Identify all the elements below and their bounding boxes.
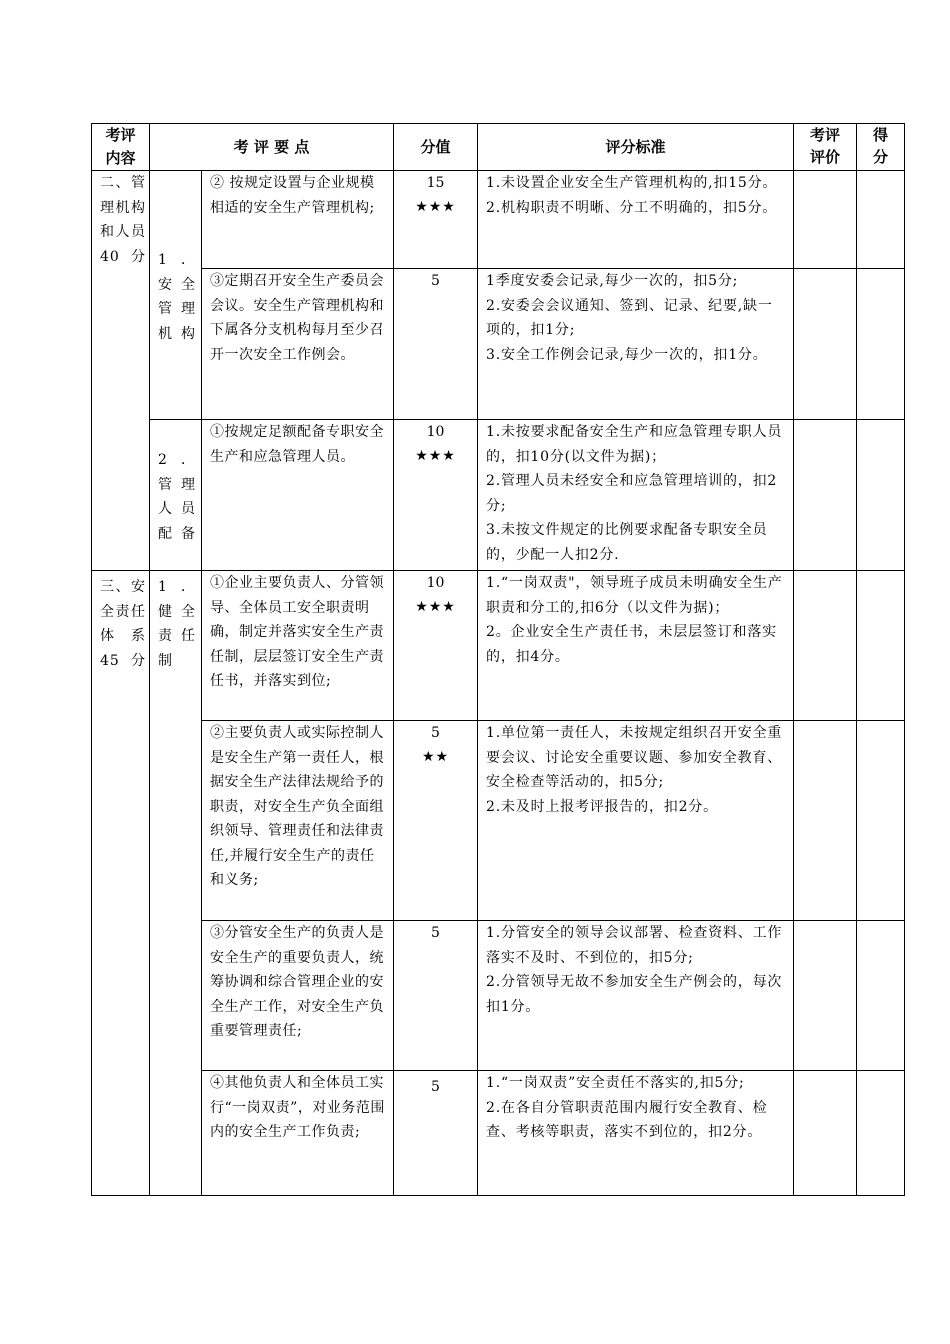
result-cell[interactable]: [857, 269, 905, 420]
score-cell: [394, 1071, 478, 1196]
evaluation-cell[interactable]: [794, 921, 857, 1071]
point-cell: ①企业主要负责人、分管领导、全体员工安全职责明确，制定并落实安全生产责任制，层层签订安全生产责任书，并落实到位;: [202, 571, 394, 721]
scoring-table: [91, 123, 905, 1196]
header-evaluation: 考评评价: [794, 124, 857, 171]
importance-stars: ★★★: [415, 198, 456, 215]
result-cell[interactable]: [857, 571, 905, 721]
criteria-line: 2.未及时上报考评报告的，扣2分。: [486, 798, 718, 815]
table-row: [92, 1071, 905, 1196]
criteria-line: 1.未设置企业安全生产管理机构的,扣15分。: [486, 175, 778, 191]
criteria-line: 1.分管安全的领导会议部署、检查资料、工作落实不及时、不到位的，扣5分;: [486, 925, 783, 966]
criteria-cell: [478, 921, 794, 1071]
score-cell: [394, 721, 478, 921]
point-cell: ①按规定足额配备专职安全生产和应急管理人员。: [202, 420, 394, 571]
score-cell: [394, 269, 478, 420]
criteria-line: 1季度安委会记录,每少一次的，扣5分;: [486, 273, 739, 289]
score-cell: [394, 171, 478, 269]
criteria-line: 2.在各自分管职责范围内履行安全教育、检查、考核等职责，落实不到位的，扣2分。: [486, 1099, 768, 1140]
subsection-label: 1．安全管理机构: [158, 252, 196, 342]
criteria-cell: [478, 269, 794, 420]
criteria-line: 1.“一岗双责"，领导班子成员未明确安全生产职责和分工的,扣6分（以文件为据)；: [486, 575, 783, 616]
evaluation-cell[interactable]: [794, 171, 857, 269]
point-cell: ③分管安全生产的负责人是安全生产的重要负责人，统筹协调和综合管理企业的安全生产工作，对安全生产负重要管理责任;: [202, 921, 394, 1071]
header-row: [92, 124, 905, 171]
result-cell[interactable]: [857, 171, 905, 269]
score-cell: [394, 571, 478, 721]
subsection-label: 1．健全责任制: [158, 579, 196, 669]
criteria-line: 2.安委会会议通知、签到、记录、纪要,缺一项的，扣1分;: [486, 297, 773, 338]
evaluation-cell[interactable]: [794, 269, 857, 420]
score-value: 10: [426, 575, 445, 591]
table-row: [92, 420, 905, 571]
criteria-line: 1.未按要求配备安全生产和应急管理专职人员的，扣10分(以文件为据)；: [486, 424, 783, 465]
evaluation-cell[interactable]: [794, 721, 857, 921]
category-label: 三、安全责任体系45分: [100, 579, 146, 669]
criteria-cell: [478, 171, 794, 269]
criteria-line: 2.机构职责不明晰、分工不明确的，扣5分。: [486, 199, 778, 216]
criteria-line: 2。企业安全生产责任书，未层层签订和落实的，扣4分。: [486, 624, 777, 665]
score-value: 5: [431, 725, 440, 741]
criteria-cell: [478, 420, 794, 571]
category-cell: [92, 571, 150, 1196]
importance-stars: ★★: [421, 748, 450, 765]
subsection-cell: [150, 420, 202, 571]
result-cell[interactable]: [857, 721, 905, 921]
criteria-line: 3.安全工作例会记录,每少一次的，扣1分。: [486, 346, 768, 363]
score-value: 5: [431, 273, 440, 289]
criteria-line: 1.“一岗双责”安全责任不落实的,扣5分;: [486, 1075, 745, 1091]
importance-stars: ★★★: [415, 447, 456, 464]
evaluation-cell[interactable]: [794, 420, 857, 571]
point-cell: ②主要负责人或实际控制人是安全生产第一责任人，根据安全生产法律法规给予的职责，对安全生产负全面组织领导、管理责任和法律责任,并履行安全生产的责任和义务;: [202, 721, 394, 921]
subsection-cell: [150, 571, 202, 1196]
point-cell: ② 按规定设置与企业规模相适的安全生产管理机构;: [202, 171, 394, 269]
score-value: 5: [431, 925, 440, 941]
table-row: [92, 171, 905, 269]
score-cell: [394, 420, 478, 571]
score-value: 10: [426, 424, 445, 440]
result-cell[interactable]: [857, 420, 905, 571]
criteria-line: 3.未按文件规定的比例要求配备专职安全员的，少配一人扣2分.: [486, 522, 768, 563]
table-row: [92, 721, 905, 921]
importance-stars: ★★★: [415, 598, 456, 615]
header-criteria: 评分标准: [478, 124, 794, 171]
criteria-line: 2.管理人员未经安全和应急管理培训的，扣2分;: [486, 473, 778, 514]
criteria-line: 2.分管领导无故不参加安全生产例会的，每次扣1分。: [486, 974, 783, 1015]
criteria-line: 1.单位第一责任人，未按规定组织召开安全重要会议、讨论安全重要议题、参加安全教育、安全检查等活动的，扣5分;: [486, 725, 783, 790]
criteria-cell: [478, 1071, 794, 1196]
table-row: [92, 269, 905, 420]
header-content: 考评内容: [92, 124, 150, 171]
criteria-cell: [478, 571, 794, 721]
score-value: 5: [431, 1079, 440, 1095]
subsection-label: 2．管理人员配备: [158, 452, 196, 542]
evaluation-cell[interactable]: [794, 571, 857, 721]
header-result: 得分: [857, 124, 905, 171]
score-value: 15: [426, 175, 445, 191]
table-row: [92, 571, 905, 721]
category-cell: [92, 171, 150, 571]
evaluation-cell[interactable]: [794, 1071, 857, 1196]
subsection-cell: [150, 171, 202, 420]
table-row: [92, 921, 905, 1071]
result-cell[interactable]: [857, 1071, 905, 1196]
score-cell: [394, 921, 478, 1071]
category-label: 二、管理机构和人员40分: [100, 175, 146, 265]
result-cell[interactable]: [857, 921, 905, 1071]
header-score: 分值: [394, 124, 478, 171]
point-cell: ④其他负责人和全体员工实行“一岗双责”，对业务范围内的安全生产工作负责;: [202, 1071, 394, 1196]
criteria-cell: [478, 721, 794, 921]
header-points: 考 评 要 点: [150, 124, 394, 171]
point-cell: ③定期召开安全生产委员会会议。安全生产管理机构和下属各分支机构每月至少召开一次安全工作例会。: [202, 269, 394, 420]
